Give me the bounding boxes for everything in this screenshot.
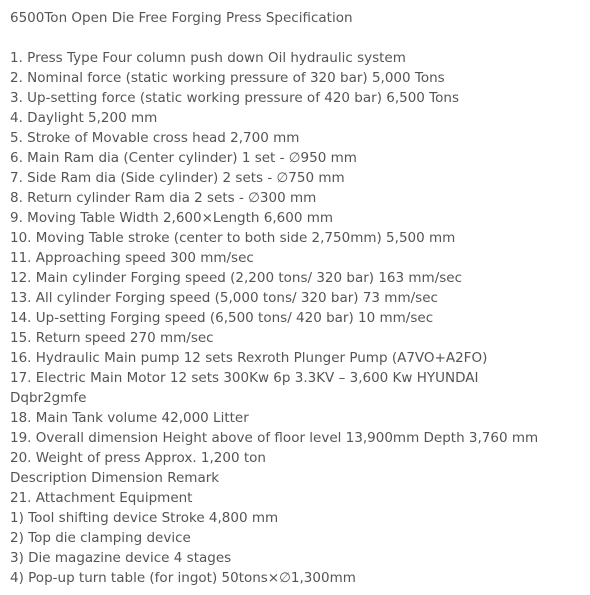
attachment-line-2: 2) Top die clamping device — [10, 530, 191, 546]
page-title: 6500Ton Open Die Free Forging Press Specification — [10, 10, 353, 26]
spec-line-9: 9. Moving Table Width 2,600×Length 6,600 mm — [10, 210, 334, 226]
spec-line-4: 4. Daylight 5,200 mm — [10, 110, 158, 126]
spec-line-3: 3. Up-setting force (static working pressure of 420 bar) 6,500 Tons — [10, 90, 459, 106]
attachment-line-1: 1) Tool shifting device Stroke 4,800 mm — [10, 510, 279, 526]
spec-line-17: 17. Electric Main Motor 12 sets 300Kw 6p 3.3KV – 3,600 Kw HYUNDAI — [10, 370, 479, 386]
spec-list — [10, 48, 585, 588]
spec-line-6: 6. Main Ram dia (Center cylinder) 1 set - ∅950 mm — [10, 150, 357, 166]
spec-line-14: 14. Up-setting Forging speed (6,500 tons/ 420 bar) 10 mm/sec — [10, 310, 434, 326]
spec-line-11: 11. Approaching speed 300 mm/sec — [10, 250, 254, 266]
spec-line-2: 2. Nominal force (static working pressure of 320 bar) 5,000 Tons — [10, 70, 445, 86]
spec-table-header: Description Dimension Remark — [10, 470, 220, 486]
spec-line-7: 7. Side Ram dia (Side cylinder) 2 sets - ∅750 mm — [10, 170, 345, 186]
attachment-line-4: 4) Pop-up turn table (for ingot) 50tons×∅1,300mm — [10, 570, 356, 586]
spec-line-13: 13. All cylinder Forging speed (5,000 tons/ 320 bar) 73 mm/sec — [10, 290, 438, 306]
spec-line-20: 20. Weight of press Approx. 1,200 ton — [10, 450, 266, 466]
spec-line-17-continued: Dqbr2gmfe — [10, 390, 87, 406]
spec-document — [10, 8, 585, 588]
spec-line-15: 15. Return speed 270 mm/sec — [10, 330, 214, 346]
spec-line-5: 5. Stroke of Movable cross head 2,700 mm — [10, 130, 300, 146]
spec-line-10: 10. Moving Table stroke (center to both side 2,750mm) 5,500 mm — [10, 230, 456, 246]
spec-line-21: 21. Attachment Equipment — [10, 490, 193, 506]
spec-line-19: 19. Overall dimension Height above of floor level 13,900mm Depth 3,760 mm — [10, 430, 539, 446]
spec-line-16: 16. Hydraulic Main pump 12 sets Rexroth Plunger Pump (A7VO+A2FO) — [10, 350, 488, 366]
attachment-line-3: 3) Die magazine device 4 stages — [10, 550, 232, 566]
spec-line-18: 18. Main Tank volume 42,000 Litter — [10, 410, 249, 426]
spec-line-1: 1. Press Type Four column push down Oil hydraulic system — [10, 50, 406, 66]
spec-line-12: 12. Main cylinder Forging speed (2,200 tons/ 320 bar) 163 mm/sec — [10, 270, 462, 286]
spec-line-8: 8. Return cylinder Ram dia 2 sets - ∅300 mm — [10, 190, 317, 206]
